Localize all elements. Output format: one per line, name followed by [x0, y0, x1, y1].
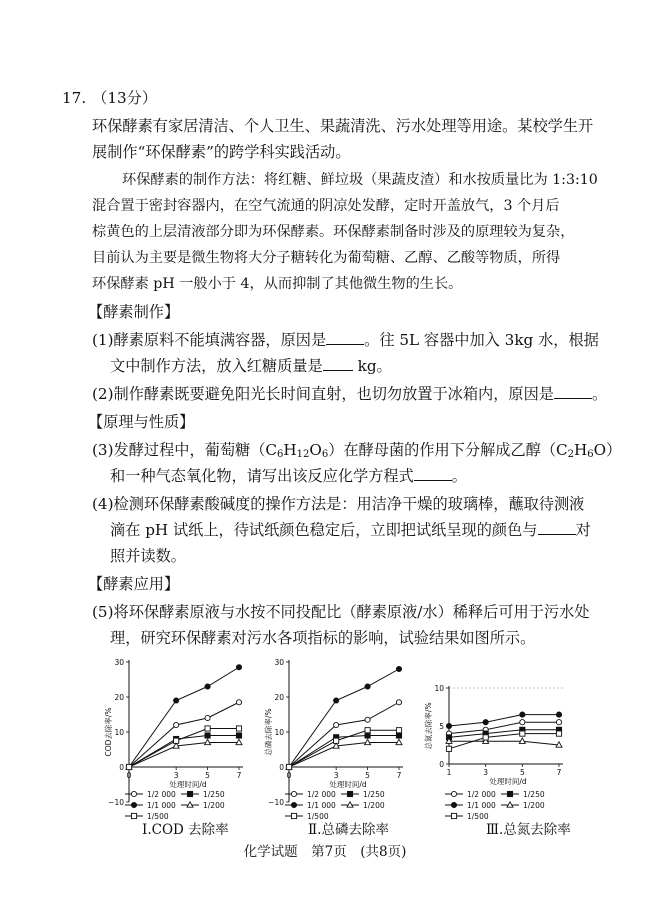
y-tick-label: 30: [114, 658, 124, 667]
series-line: [129, 743, 239, 768]
x-tick-label: 0: [126, 771, 132, 780]
legend-label: 1/250: [203, 790, 225, 799]
legend-marker: [451, 791, 456, 796]
legend-marker: [131, 802, 136, 807]
data-point: [205, 715, 210, 720]
y-tick-label: 0: [119, 763, 124, 772]
data-point: [236, 726, 241, 731]
legend-label: 1/1 000: [147, 801, 176, 810]
data-point: [205, 733, 210, 738]
x-tick-label: 3: [333, 771, 339, 780]
answer-blank-1[interactable]: [326, 330, 364, 345]
question-4-line-2: 滴在 pH 试纸上，待试纸颜色稳定后，立即把试纸呈现的颜色与 对: [110, 521, 591, 539]
legend-label: 1/500: [467, 812, 489, 821]
data-point: [446, 723, 451, 728]
data-point: [365, 728, 370, 733]
data-point: [236, 700, 241, 705]
legend-marker: [451, 802, 456, 807]
data-point: [556, 712, 561, 717]
section-making: 【酵素制作】: [88, 303, 180, 321]
answer-blank-3[interactable]: [554, 384, 592, 399]
legend-label: 1/500: [147, 812, 169, 821]
data-point: [556, 720, 561, 725]
legend-label: 1/1 000: [467, 801, 496, 810]
legend-marker: [451, 813, 456, 818]
chart-caption-phosphorus: Ⅱ.总磷去除率: [308, 822, 389, 838]
question-number: 17.: [62, 89, 87, 107]
y-tick-label: 30: [274, 658, 284, 667]
data-point: [483, 720, 488, 725]
y-axis-label: COD去除率/%: [104, 707, 113, 757]
x-tick-label: 5: [205, 771, 210, 780]
data-point: [365, 684, 370, 689]
x-tick-label: 3: [173, 771, 179, 780]
data-point: [126, 764, 131, 769]
chart-caption-cod: Ⅰ.COD 去除率: [142, 822, 229, 838]
legend-marker: [131, 791, 136, 796]
y-tick-label: 10: [434, 684, 444, 693]
data-point: [334, 722, 339, 727]
legend-label: 1/250: [363, 790, 385, 799]
data-point: [286, 764, 291, 769]
data-point: [365, 717, 370, 722]
data-point: [236, 733, 241, 738]
x-axis-label: 处理时间/d: [169, 780, 207, 789]
x-tick-label: 5: [365, 771, 370, 780]
chart-nitrogen: [423, 652, 583, 821]
data-point: [205, 726, 210, 731]
question-score: （13分）: [92, 89, 158, 107]
data-point: [174, 722, 179, 727]
data-point: [446, 746, 451, 751]
series-line: [289, 736, 399, 768]
legend-marker: [291, 802, 296, 807]
chart-phosphorus: [263, 652, 418, 821]
data-point: [396, 728, 401, 733]
answer-blank-5[interactable]: [538, 520, 576, 535]
y-tick-label: 10: [274, 728, 284, 737]
data-point: [520, 731, 525, 736]
question-2: (2)制作酵素既要避免阳光长时间直射，也切勿放置于冰箱内，原因是 。: [92, 385, 608, 403]
data-point: [396, 733, 401, 738]
question-1-line-1: (1)酵素原料不能填满容器，原因是 。往 5L 容器中加入 3kg 水，根据: [92, 331, 599, 349]
question-3-line-1: (3)发酵过程中，葡萄糖$(C_6H_{12}O_6)$在酵母菌的作用下分解成乙醇$(C_2H_6O)$: [92, 441, 622, 460]
data-point: [556, 731, 561, 736]
answer-blank-4[interactable]: [414, 466, 452, 481]
data-point: [520, 720, 525, 725]
series-line: [449, 715, 559, 726]
legend-label: 1/200: [523, 801, 545, 810]
x-axis-label: 处理时间/d: [489, 777, 527, 786]
legend-marker: [347, 791, 352, 796]
question-header: [62, 88, 157, 108]
x-tick-label: 3: [483, 768, 489, 777]
x-tick-label: 7: [556, 768, 562, 777]
chart-cod: [103, 652, 258, 821]
legend-marker: [291, 791, 296, 796]
question-5-line-1: (5)将环保酵素原液与水按不同投配比（酵素原液/水）稀释后可用于污水处: [92, 603, 590, 621]
section-application: 【酵素应用】: [88, 575, 180, 593]
legend-marker: [187, 791, 192, 796]
intro-line-2: 展制作“环保酵素”的跨学科实践活动。: [92, 143, 351, 161]
data-point: [174, 698, 179, 703]
question-1-line-2: 文中制作方法，放入红糖质量是 kg。: [110, 357, 392, 375]
legend-label: 1/2 000: [147, 790, 176, 799]
legend-label: 1/500: [307, 812, 329, 821]
series-line: [449, 741, 559, 745]
series-line: [129, 736, 239, 768]
method-line-5: 环保酵素 pH 一般小于 4，从而抑制了其他微生物的生长。: [92, 276, 463, 292]
x-tick-label: 0: [286, 771, 292, 780]
y-tick-label: 0: [439, 760, 444, 769]
legend-label: 1/1 000: [307, 801, 336, 810]
data-point: [396, 700, 401, 705]
y-tick-label: 20: [274, 693, 284, 702]
legend-marker: [291, 813, 296, 818]
legend-label: 1/200: [203, 801, 225, 810]
x-tick-label: 5: [519, 768, 525, 777]
method-line-1: 环保酵素的制作方法：将红糖、鲜垃圾（果蔬皮渣）和水按质量比为 1:3:10: [122, 172, 598, 188]
method-line-3: 棕黄色的上层清液部分即为环保酵素。环保酵素制备时涉及的原理较为复杂，: [92, 224, 575, 240]
legend-marker: [507, 791, 512, 796]
x-tick-label: 7: [236, 771, 242, 780]
y-tick-label: 20: [114, 693, 124, 702]
y-tick-label: −10: [268, 798, 284, 807]
section-principle: 【原理与性质】: [88, 413, 195, 431]
method-line-4: 目前认为主要是微生物将大分子糖转化为葡萄糖、乙醇、乙酸等物质，所得: [92, 250, 561, 266]
question-3-line-2: 和一种气态氧化物，请写出该反应化学方程式 。: [110, 467, 467, 485]
page-footer: 化学试题 第7页 (共8页): [243, 844, 407, 860]
y-axis-label: 总氮去除率/%: [424, 702, 433, 750]
legend-label: 1/2 000: [307, 790, 336, 799]
question-5-line-2: 理，研究环保酵素对污水各项指标的影响，试验结果如图所示。: [110, 629, 536, 647]
y-tick-label: 10: [114, 728, 124, 737]
y-tick-label: 0: [279, 763, 284, 772]
data-point: [236, 665, 241, 670]
series-line: [289, 743, 399, 768]
method-line-2: 混合置于密封容器内，在空气流通的阴凉处发酵，定时开盖放气，3 个月后: [92, 198, 560, 214]
x-tick-label: 7: [396, 771, 402, 780]
y-axis-label: 总磷去除率/%: [264, 708, 273, 756]
legend-label: 1/250: [523, 790, 545, 799]
intro-line-1: 环保酵素有家居清洁、个人卫生、果蔬清洗、污水处理等用途。某校学生开: [92, 117, 594, 135]
chart-caption-nitrogen: Ⅲ.总氮去除率: [486, 822, 571, 838]
data-point: [174, 738, 179, 743]
question-4-line-3: 照并读数。: [110, 547, 186, 565]
data-point: [365, 733, 370, 738]
question-4-line-1: (4)检测环保酵素酸碱度的操作方法是：用洁净干燥的玻璃棒，蘸取待测液: [92, 495, 585, 513]
data-point: [483, 735, 488, 740]
legend-label: 1/2 000: [467, 790, 496, 799]
legend-label: 1/200: [363, 801, 385, 810]
data-point: [520, 712, 525, 717]
data-point: [396, 666, 401, 671]
y-tick-label: 5: [439, 722, 444, 731]
legend-marker: [131, 813, 136, 818]
x-tick-label: 1: [446, 768, 452, 777]
series-line: [129, 729, 239, 768]
answer-blank-2[interactable]: [323, 356, 353, 371]
x-axis-label: 处理时间/d: [329, 780, 367, 789]
y-tick-label: −10: [108, 798, 124, 807]
data-point: [205, 684, 210, 689]
data-point: [334, 698, 339, 703]
data-point: [334, 738, 339, 743]
